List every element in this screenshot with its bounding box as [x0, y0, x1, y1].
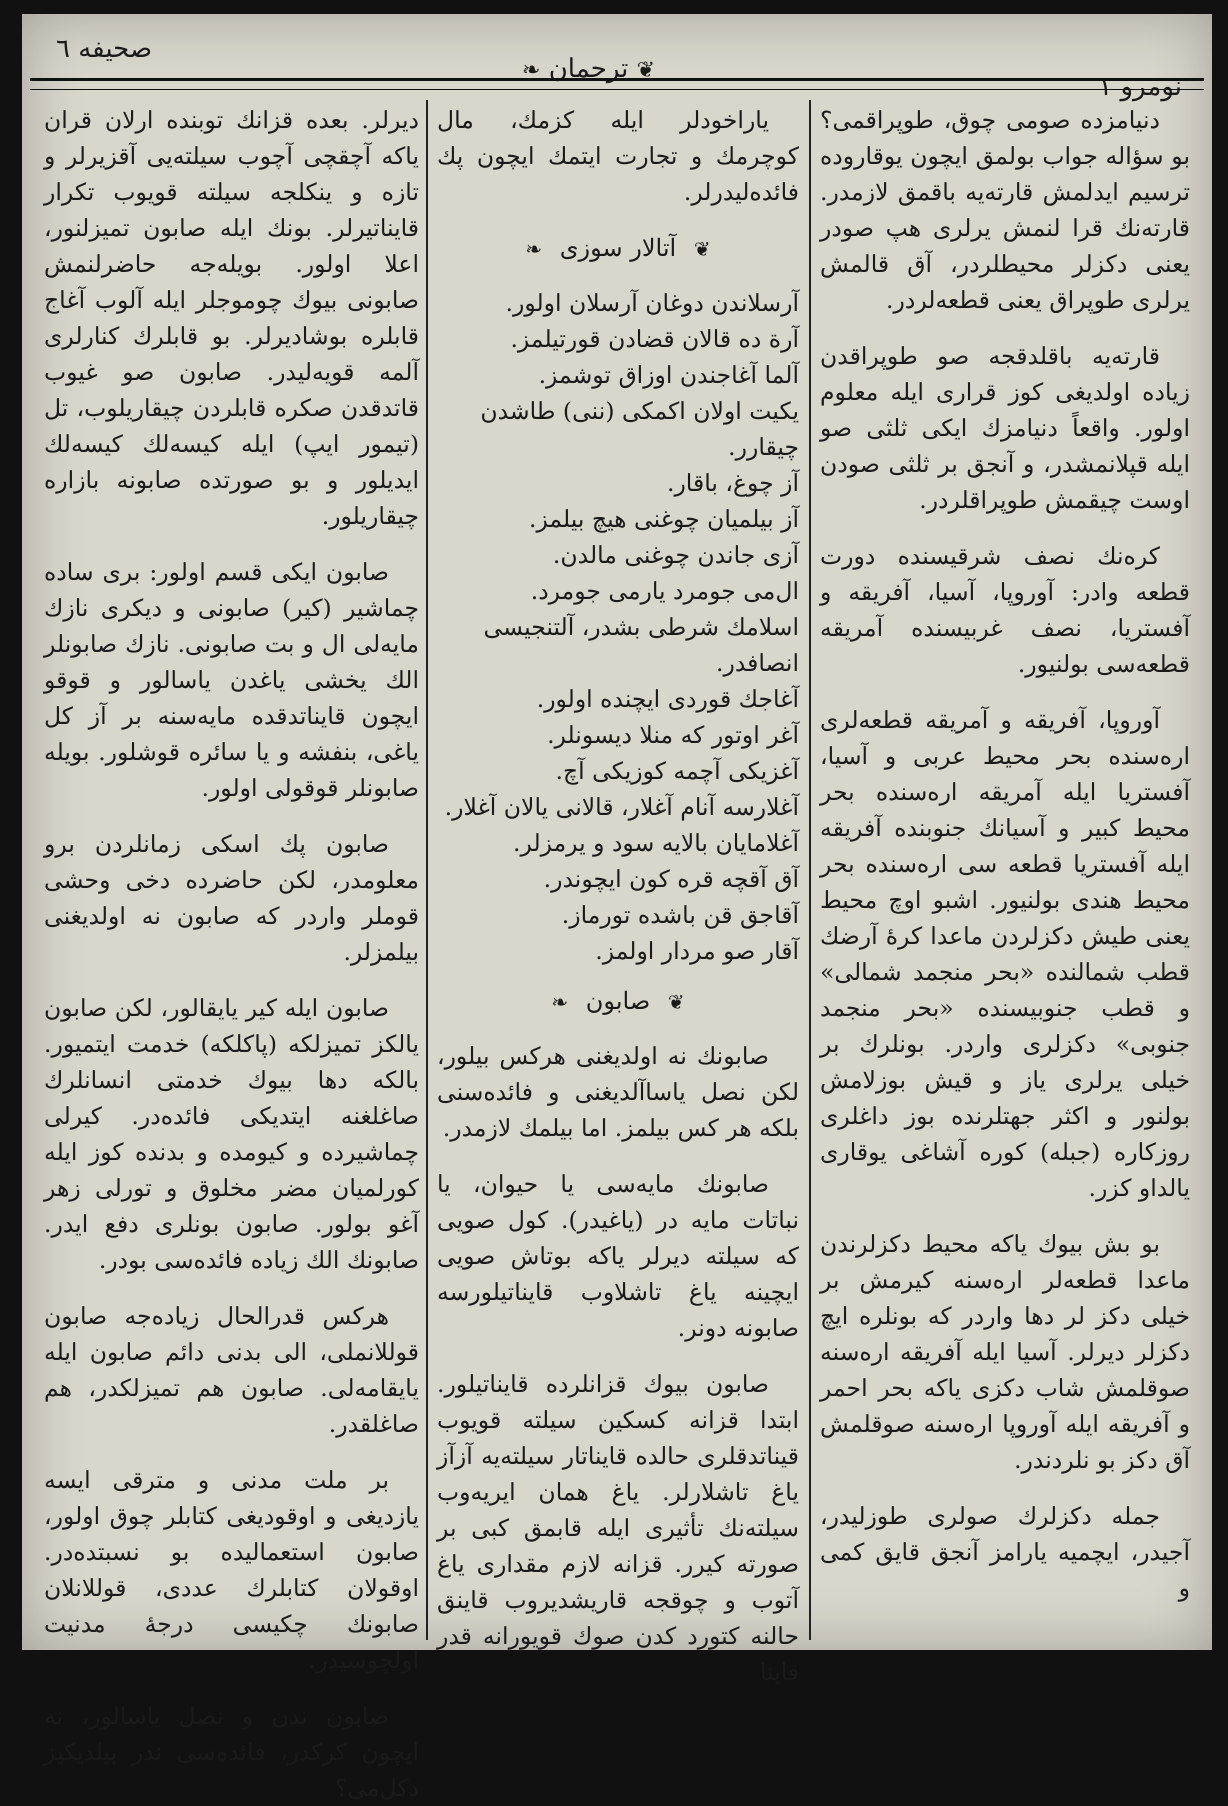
ornament-icon: ❧ [525, 237, 543, 261]
proverb: آلما آغاجندن اوزاق توشمز. [538, 361, 799, 389]
section-heading-soap [437, 983, 799, 1020]
section-heading-text: صابون [585, 987, 651, 1015]
section-heading-text: آتالار سوزی [559, 234, 677, 262]
ornament-icon: ❧ [522, 58, 541, 83]
proverb: آغاجك قوردی ایچنده اولور. [536, 685, 799, 713]
paragraph: کره‌نك نصف شرقیسنده دورت قطعه وادر: آوروپا، آسیا، آفریقه و آفستریا، نصف غربیسنده آمریقه قطعه‌سی بولنیور. [820, 542, 1190, 678]
paragraph: صابون بیوك قزانلرده قایناتیلور. ابتدا قزانه کسکین سیلته قویوب قیناتدقلری حالده قایناتار سیلته‌یه آزآز یاغ تاشلارلر. یاغ همان ایریه‌وب سیلته‌نك تأثیری ایله قابمق کبی بر صورته کیرر. قزانه لازم مقداری یاغ آتوب و چوقجه قاریشدیروب قاینق حالنه کتورد کدن صوك قویورانه قدر قاینا [437, 1370, 799, 1686]
newspaper-title-text: ترجمان [548, 54, 629, 84]
page-number-label: صحیفه ٦ [56, 34, 153, 64]
proverb: یکیت اولان اکمکی (ننی) طاشدن چیقارر. [480, 397, 799, 461]
paragraph: دنیامزده صومی چوق، طوپراقمی؟ بو سؤاله جواب بولمق ایچون یوقاروده ترسیم ایدلمش قارته‌یه باقمق لازمدر. قارته‌نك قرا لنمش یرلری هپ صودر یعنی دکزلر محیطلردر، آق قالمش یرلری طوپراق یعنی قطعه‌لردر. [820, 106, 1190, 314]
page-header [22, 14, 1212, 102]
column-divider [426, 100, 428, 1640]
proverb: آغر اوتور که منلا دیسونلر. [547, 721, 799, 749]
paragraph: بو بش بیوك یاکه محیط دکزلرندن ماعدا قطعه‌لر اره‌سنه کیرمش بر خیلی دکز لر دها واردر که بونلره ایچ دکزلر دیرلر. آسیا ایله آفریقه اره‌سنه صوقلمش شاب دکزی یاکه بحر احمر و آفریقه ایله آوروپا اره‌سنه صوقلمش آق دکز بو نلردندر. [820, 1230, 1190, 1474]
paragraph: صابونك نه اولدیغنی هرکس بیلور، لکن نصل یاساآلدیغنی و فائده‌سنی بلکه هر کس بیلمز. اما بیلمك لازمدر. [437, 1042, 799, 1142]
proverb: ال‌می جومرد یارمی جومرد. [530, 577, 799, 605]
column-divider [809, 100, 811, 1640]
proverb: آقار صو مردار اولمز. [595, 937, 799, 965]
section-heading-proverbs [437, 230, 799, 267]
proverb: آغلامایان بالایه سود و یرمزلر. [513, 829, 799, 857]
paragraph: صابون ندن و نصل یاسالور، نه ایچون کرکدر، فائده‌سی ندر بیلدیکیز دکل‌می؟ [44, 1702, 419, 1802]
proverb: آق آقچه قره کون ایچوندر. [543, 865, 799, 893]
paragraph: صابون ایله کیر یایقالور، لکن صابون یالکز تمیزلکه (پاکلکه) خدمت ایتمیور. بالکه دها بیوك خدمتی انسانلرك صاغلغنه ایتدیکی فائده‌در. کیرلی چماشیرده و کیومده و بدنده کوز ایله کورلمیان مضر مخلوق و تورلی زهر آغو بولور. صابون بونلری دفع ایدر. صابونك الك زیاده فائده‌سی بودر. [44, 994, 419, 1274]
paragraph: قارته‌یه باقلدقجه صو طوپراقدن زیاده اولدیغی کوز قراری ایله معلوم اولور. واقعاً دنیامزك ایکی ثلثی صو ایله قپلانمشدر، و آنجق بر ثلثی صودن اوست چیقمش طوپراقلردر. [820, 342, 1190, 514]
ornament-icon: ❧ [551, 990, 569, 1014]
ornament-icon: ❦ [667, 990, 685, 1014]
paragraph: صابون ایکی قسم اولور: بری ساده چماشیر (کیر) صابونی و دیکری نازك مایه‌لی ال و بت صابونی. نازك صابونلر الك یخشی یاغدن یاسالور و قوقو ایچون قایناتدقده مایه‌سنه بر آز کل یاغی، بنفشه و یا سائره قوشلور. بویله صابونلر قوقولی اولور. [44, 558, 419, 802]
proverb: آغزیکی آچمه کوزیکی آچ. [555, 757, 799, 785]
proverb: اسلامك شرطی بشدر، آلتنجیسی انصافدر. [483, 613, 799, 677]
column-middle [437, 102, 799, 1686]
paragraph: یاراخودلر ایله کزمك، مال کوچرمك و تجارت ایتمك ایچون پك فائده‌لیدرلر. [437, 106, 799, 206]
issue-number-label: نومرو ١ [1098, 72, 1182, 102]
proverb: آز بیلمیان چوغنی هیچ بیلمز. [529, 505, 799, 533]
header-rule [30, 78, 1204, 90]
column-right [820, 102, 1190, 1640]
proverb: آزی جاندن چوغنی مالدن. [552, 541, 799, 569]
paragraph: جمله دکزلرك صولری طوزلیدر، آجیدر، ایچمیه یارامز آنجق قایق کمی و [820, 1502, 1190, 1602]
paragraph: صابونك مایه‌سی یا حیوان، یا نباتات مایه در (یاغیدر). کول صویی که سیلته دیرلر یاکه بوتاش صویی ایچینه یاغ تاشلاوب قایناتیلورسه صابونه دونر. [437, 1170, 799, 1342]
paragraph: دیرلر. بعده قزانك توبنده ارلان قران یاکه آچقچی آچوب سیلته‌یی آقزیرلر و تازه و ینکلجه سیلته قویوب تکرار قایناتیرلر. بونك ایله صابون تمیزلنور، اعلا اولور. بویله‌جه حاضرلنمش صابونی بیوك چوموجلر ایله آلوب آغاج قابلره بوشادیرلر. بو قابلرك کنارلری آلمه قویه‌لیدر. صابون صو غیوب قاتدقدن صکره قابلردن چیقاریلوب، تل (تیمور ایپ) ایله کیسه‌لك کیسه‌لك ایدیلور و بو صورتده صابونه بازاره چیقاریلور. [44, 106, 419, 530]
paragraph: صابون پك اسکی زمانلردن برو معلومدر، لکن حاضرده دخی وحشی قوملر واردر که صابون نه اولدیغنی بیلمزلر. [44, 830, 419, 966]
ornament-icon: ❦ [693, 237, 711, 261]
proverb: آقاجق قن باشده تورماز. [561, 901, 799, 929]
ornament-icon: ❦ [636, 58, 656, 83]
paragraph: آوروپا، آفریقه و آمریقه قطعه‌لری اره‌سنده بحر محیط عربی و آسیا، آفستریا ایله آمریقه اره‌سنده بحر محیط کبیر و آسیانك جنوبنده آفریقه ایله آفستریا قطعه سی اره‌سنده بحر محیط هندی بولنیور. اشبو اوچ محیط یعنی طیش دکزلردن ماعدا کرهٔ آرضك قطب شمالنده «بحر منجمد شمالی» و قطب جنوبیسنده «بحر منجمد جنوبی» دکزلری واردر. بونلرك بر خیلی یرلری یاز و قیش بوزلامش بولنور و اکثر جهتلرنده بوز داغلری روزکاره (جبله) کوره آشاغی یوقاری یالداو کزر. [820, 706, 1190, 1202]
proverb: آز چوغ، باقار. [666, 469, 799, 497]
proverb: آرة ده قالان قضادن قورتیلمز. [510, 325, 799, 353]
paragraph: بر ملت مدنی و مترقی ایسه یازدیغی و اوقودیغی کتابلر چوق اولور، صابون استعمالیده بو نسبتده‌در. اوقولان کتابلرك عددی، قوللانلان صابونك چکیسی درجهٔ مدنیت اولچوسیدر. [44, 1466, 419, 1674]
proverb: آغلارسه آنام آغلار، قالانی یالان آغلار. [444, 793, 799, 821]
paragraph: هرکس قدرالحال زیاده‌جه صابون قوللانملی، الی بدنی دائم صابون ایله یایقامه‌لی. صابون هم تمیزلکدر، هم صاغلقدر. [44, 1302, 419, 1438]
newspaper-page [22, 14, 1212, 1802]
column-left [44, 102, 419, 1802]
proverb-list [437, 285, 799, 969]
proverb: آرسلاندن دوغان آرسلان اولور. [505, 289, 799, 317]
